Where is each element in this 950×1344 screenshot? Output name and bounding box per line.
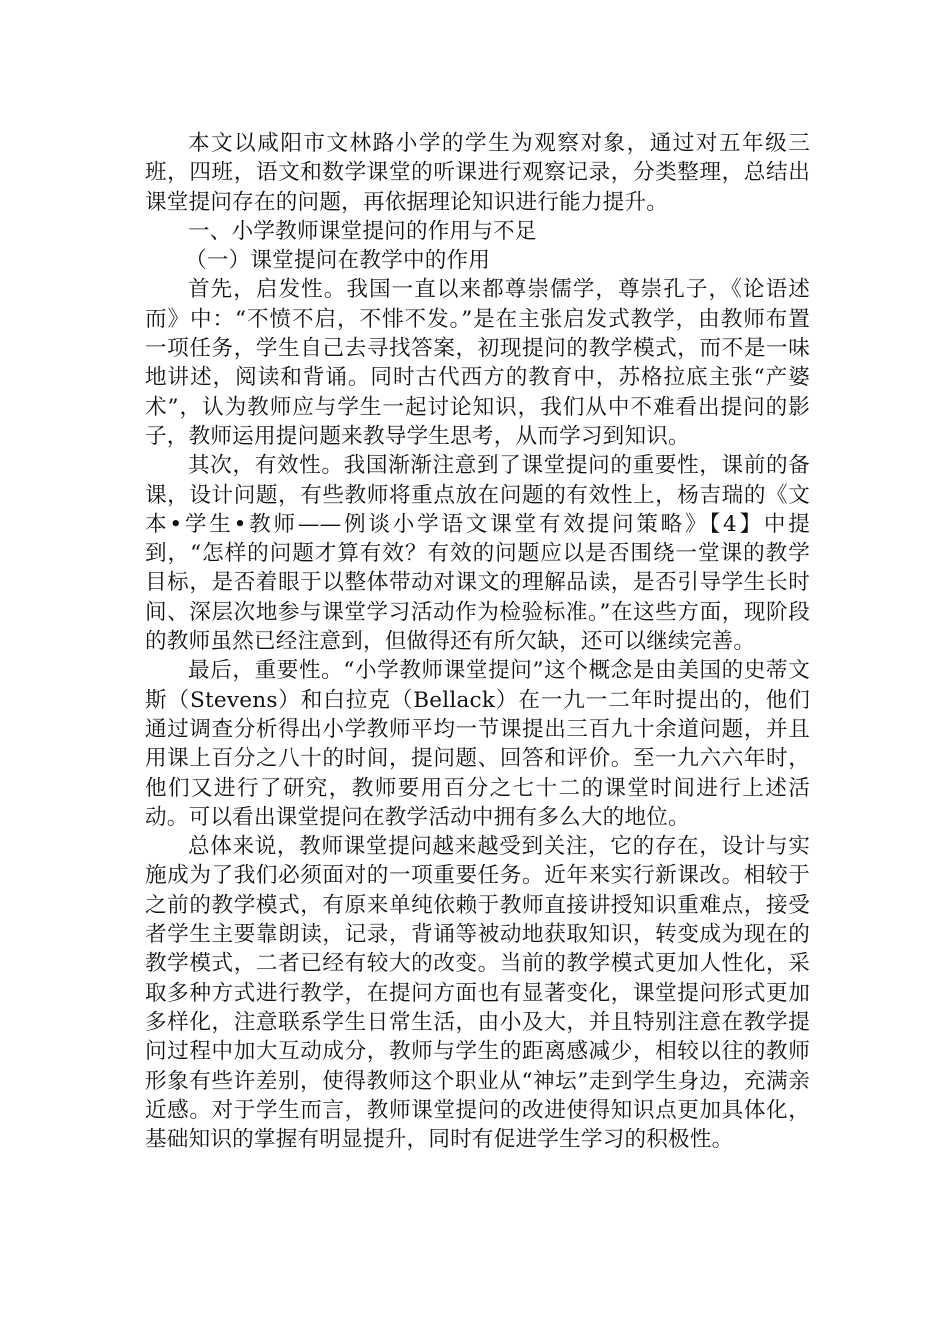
paragraph-effectiveness: 其次，有效性。我国渐渐注意到了课堂提问的重要性，课前的备课，设计问题，有些教师将重点放在问题的有效性上，杨吉瑞的《文本•学生•教师——例谈小学语文课堂有效提问策略》【4】中提到，“怎样的问题才算有效？有效的问题应以是否围绕一堂课的教学目标，是否着眼于以整体带动对课文的理解品读，是否引导学生长时间、深层次地参与课堂学习活动作为检验标准。”在这些方面，现阶段的教师虽然已经注意到，但做得还有所欠缺，还可以继续完善。: [145, 453, 810, 655]
document-body: [145, 129, 810, 1154]
intro-paragraph: 本文以咸阳市文林路小学的学生为观察对象，通过对五年级三班，四班，语文和数学课堂的听课进行观察记录，分类整理，总结出课堂提问存在的问题，再依据理论知识进行能力提升。: [145, 131, 810, 215]
paragraph-importance: 最后，重要性。“小学教师课堂提问”这个概念是由美国的史蒂文斯（Stevens）和白拉克（Bellack）在一九一二年时提出的，他们通过调查分析得出小学教师平均一节课提出三百九十余道问题，并且用课上百分之八十的时间，提问题、回答和评价。至一九六六年时，他们又进行了研究，教师要用百分之七十二的课堂时间进行上述活动。可以看出课堂提问在教学活动中拥有多么大的地位。: [145, 658, 810, 830]
section-heading: 一、小学教师课堂提问的作用与不足: [188, 218, 537, 244]
subsection-heading: （一）课堂提问在教学中的作用: [185, 248, 491, 274]
paragraph-inspiration: 首先，启发性。我国一直以来都尊崇儒学，尊崇孔子，《论语述而》中：“不愤不启，不悱不发。”是在主张启发式教学，由教师布置一项任务，学生自己去寻找答案，初现提问的教学模式，而不是一味地讲述，阅读和背诵。同时古代西方的教育中，苏格拉底主张“产婆术”，认为教师应与学生一起讨论知识，我们从中不难看出提问的影子，教师运用提问题来教导学生思考，从而学习到知识。: [145, 277, 810, 449]
paragraph-summary: 总体来说，教师课堂提问越来越受到关注，它的存在，设计与实施成为了我们必须面对的一项重要任务。近年来实行新课改。相较于之前的教学模式，有原来单纯依赖于教师直接讲授知识重难点，接受者学生主要靠朗读，记录，背诵等被动地获取知识，转变成为现在的教学模式，二者已经有较大的改变。当前的教学模式更加人性化，采取多种方式进行教学，在提问方面也有显著变化，课堂提问形式更加多样化，注意联系学生日常生活，由小及大，并且特别注意在教学提问过程中加大互动成分，教师与学生的距离感减少，相较以往的教师形象有些许差别，使得教师这个职业从“神坛”走到学生身边，充满亲近感。对于学生而言，教师课堂提问的改进使得知识点更加具体化，基础知识的掌握有明显提升，同时有促进学生学习的积极性。: [145, 834, 810, 1153]
